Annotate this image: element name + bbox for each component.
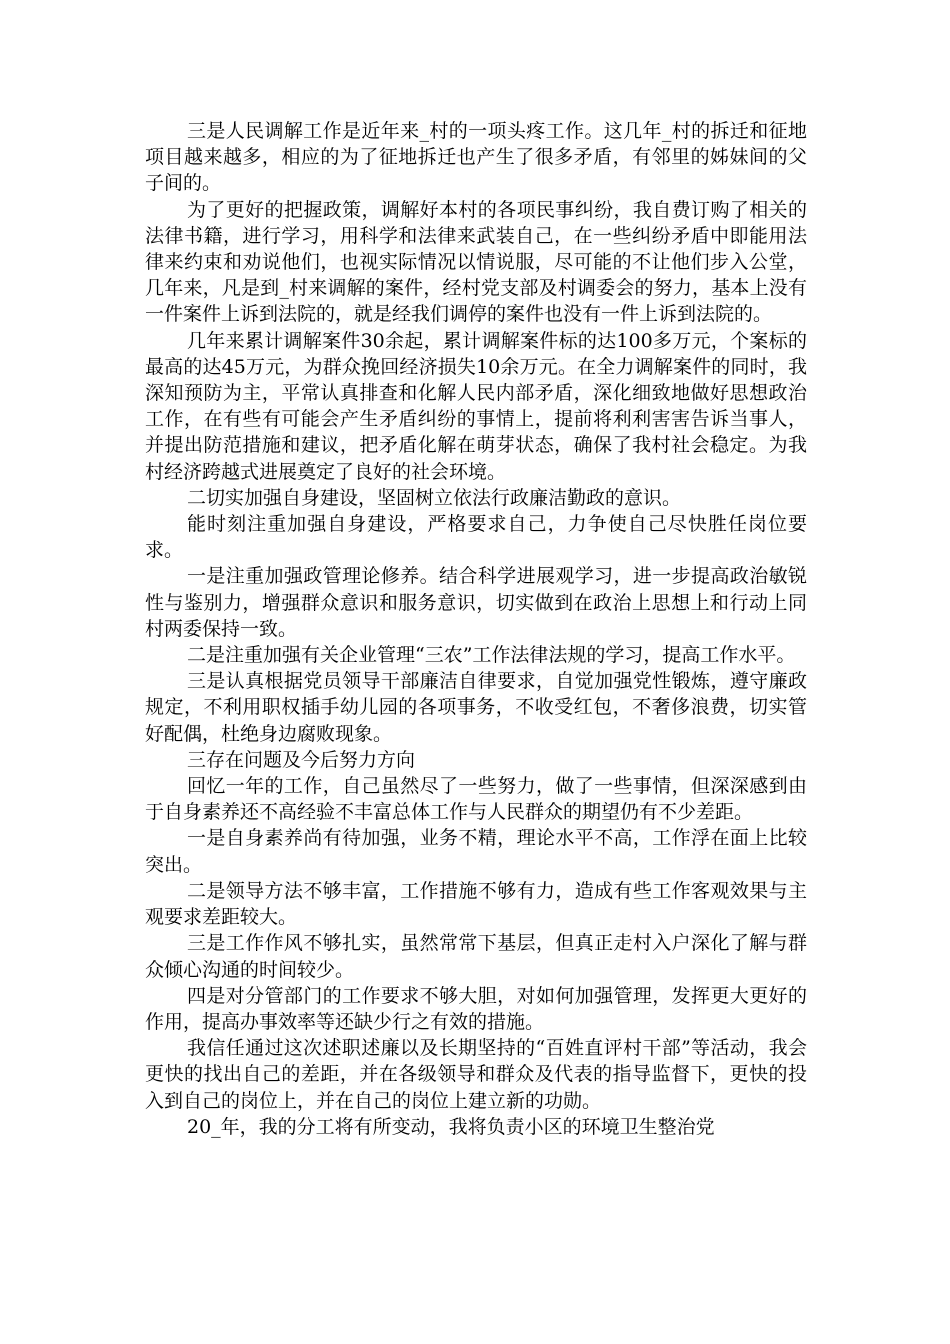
paragraph-integrity: 三是认真根据党员领导干部廉洁自律要求，自觉加强党性锻炼，遵守廉政规定，不利用职权插手幼儿园的各项事务，不收受红包，不奢侈浪费，切实管好配偶，杜绝身边腐败现象。 <box>145 670 807 745</box>
paragraph-mediation-results: 几年来累计调解案件30余起，累计调解案件标的达100多万元，个案标的最高的达45万元，为群众挽回经济损失10余万元。在全力调解案件的同时，我深知预防为主，平常认真排查和化解人民内部矛盾，深化细致地做好思想政治工作，在有些有可能会产生矛盾纠纷的事情上，提前将利利害害告诉当事人，并提出防范措施和建议，把矛盾化解在萌芽状态，确保了我村社会稳定。为我村经济跨越式进展奠定了良好的社会环境。 <box>145 329 807 483</box>
section-heading-problems: 三存在问题及今后努力方向 <box>187 748 416 771</box>
paragraph-mediation-intro: 三是人民调解工作是近年来_村的一项头疼工作。这几年_村的拆迁和征地项目越来越多，相应的为了征地拆迁也产生了很多矛盾，有邻里的姊妹间的父子间的。 <box>145 120 807 195</box>
paragraph-legal-study: 为了更好的把握政策，调解好本村的各项民事纠纷，我自费订购了相关的法律书籍，进行学习，用科学和法律来武装自己，在一些纠纷矛盾中即能用法律来约束和劝说他们，也视实际情况以情说服，尽可能的不让他们步入公堂，几年来，凡是到_村来调解的案件，经村党支部及村调委会的努力，基本上没有一件案件上诉到法院的，就是经我们调停的案件也没有一件上诉到法院的。 <box>145 198 807 326</box>
paragraph-problem-two: 二是领导方法不够丰富，工作措施不够有力，造成有些工作客观效果与主观要求差距较大。 <box>145 879 807 929</box>
paragraph-regulations-study: 二是注重加强有关企业管理“三农”工作法律法规的学习，提高工作水平。 <box>187 644 796 667</box>
paragraph-problem-four: 四是对分管部门的工作要求不够大胆，对如何加强管理，发挥更大更好的作用，提高办事效率等还缺少行之有效的措施。 <box>145 984 807 1033</box>
paragraph-theory-study: 一是注重加强政管理论修养。结合科学进展观学习，进一步提高政治敏锐性与鉴别力，增强群众意识和服务意识，切实做到在政治上思想上和行动上同村两委保持一致。 <box>145 565 807 640</box>
paragraph-problem-one: 一是自身素养尚有待加强，业务不精，理论水平不高，工作浮在面上比较突出。 <box>145 827 807 876</box>
document-page <box>145 118 807 1140</box>
paragraph-next-year: 20_年，我的分工将有所变动，我将负责小区的环境卫生整治党 <box>187 1115 715 1138</box>
paragraph-review: 回忆一年的工作，自己虽然尽了一些努力，做了一些事情，但深深感到由于自身素养还不高经验不丰富总体工作与人民群众的期望仍有不少差距。 <box>145 775 807 824</box>
paragraph-problem-three: 三是工作作风不够扎实，虽然常常下基层，但真正走村入户深化了解与群众倾心沟通的时间较少。 <box>145 932 807 981</box>
section-heading-self-building: 二切实加强自身建设，坚固树立依法行政廉洁勤政的意识。 <box>187 486 682 509</box>
paragraph-self-building: 能时刻注重加强自身建设，严格要求自己，力争使自己尽快胜任岗位要求。 <box>145 513 807 562</box>
paragraph-commitment: 我信任通过这次述职述廉以及长期坚持的“百姓直评村干部”等活动，我会更快的找出自己的差距，并在各级领导和群众及代表的指导监督下，更快的投入到自己的岗位上，并在自己的岗位上建立新的功勋。 <box>145 1037 807 1112</box>
